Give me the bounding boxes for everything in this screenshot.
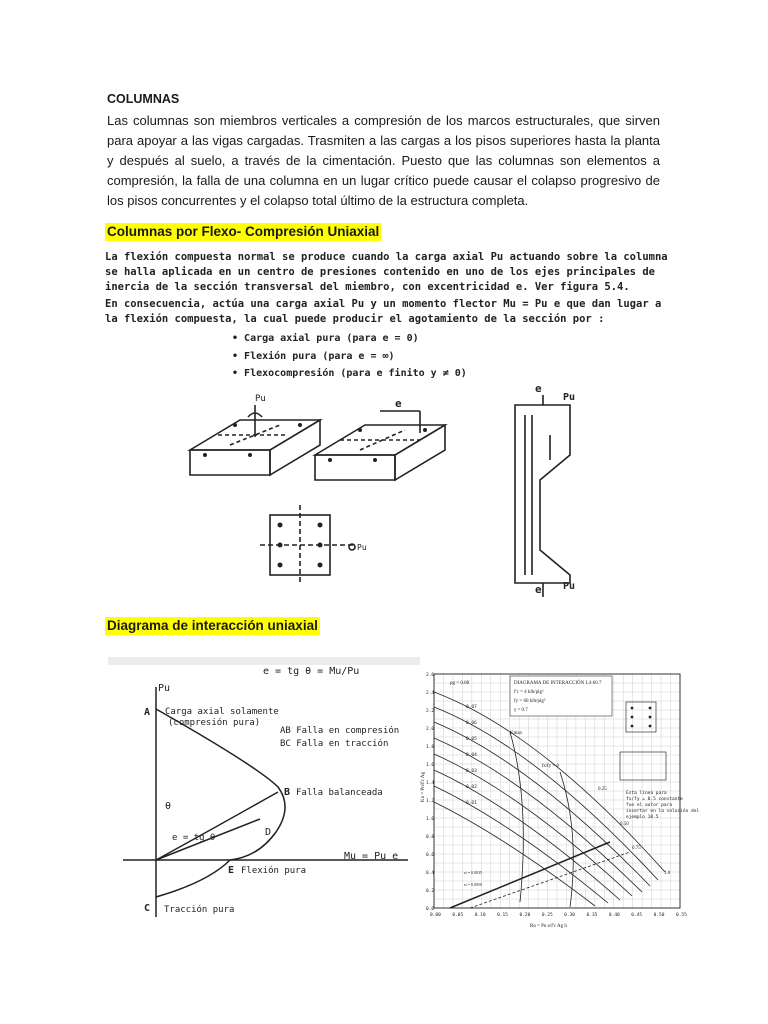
y-tick-label: 2.4 [426,691,435,696]
falla-balanceada-label: Falla balanceada [296,788,383,798]
rho-value-label: 0.02 [466,785,477,790]
kmax-label: Kmax [510,731,523,736]
rho-value-label: 0.03 [466,769,477,774]
x-tick-label: 0.55 [676,913,687,918]
chart-ylabel: Kn = Pn/f'c Ag [421,772,426,802]
e-tg-label: e = tg θ [172,833,216,843]
theta-label: θ [165,801,172,812]
rho-value-label: 0.01 [466,801,477,806]
page-heading: COLUMNAS [107,92,180,106]
x-tick-label: 0.15 [497,913,508,918]
et2-label: εt = 0.0050 [464,882,483,887]
rho-label: ρg = 0.08 [450,681,470,686]
formula-label: e = tg θ = Mu/Pu [263,666,360,677]
y-tick-label: 2.0 [426,727,435,732]
scanned-text-block [105,250,680,327]
note-line: Esta línea para [626,791,667,796]
x-tick-label: 0.45 [631,913,643,918]
rho-value-label: 0.04 [466,753,477,758]
list-item: • Flexión pura (para e = ∞) [232,348,467,366]
interaction-diagram [108,657,420,925]
chart-xlabel: Rn = Pn e/f'c Ag h [530,924,567,929]
x-tick-label: 0.05 [452,913,464,918]
fy-label: fy = 60 klb/plg² [514,699,546,704]
x-tick-label: 0.40 [608,913,620,918]
elev-e-bottom: e [535,583,542,596]
flexo-compression-figure [180,375,580,595]
compresion-pura-label: (compresión pura) [168,718,261,728]
scan-paragraph-2: En consecuencia, actúa una carga axial Pu y un momento flector Mu = Pu e que dan lugar a la flexión compuesta, la cual puede producir el agotamiento de la sección por : [105,298,662,325]
y-tick-label: 2.6 [426,673,435,678]
block-axial-load [190,405,320,475]
y-tick-label: 2.2 [426,709,435,714]
x-tick-label: 0.30 [564,913,576,918]
pu-axis-label: Pu [158,683,171,694]
x-tick-label: 0.00 [430,913,441,918]
v050-label: 0.50 [620,822,629,827]
block-eccentric-load [315,411,445,480]
point-e: E [228,865,235,876]
interaction-chart [420,662,700,930]
x-tick-label: 0.20 [519,913,531,918]
chart-title: DIAGRAMA DE INTERACCIÓN L4-60.7 [514,681,602,686]
y-tick-label: 1.4 [426,781,435,786]
rho-value-label: 0.05 [466,737,477,742]
flexion-pura-label: Flexión pura [241,866,307,876]
chart-legend-box [510,676,612,716]
rho-value-label: 0.07 [466,705,477,710]
fc-label: f'c = 4 klb/plg² [514,690,544,695]
column-elevation [515,395,570,597]
y-tick-label: 1.8 [426,745,435,750]
bc-label: BC Falla en tracción [280,739,389,749]
point-b: B [284,787,291,798]
mu-axis-label: Mu = Pu e [344,851,399,862]
pu-label: Pu [255,394,266,404]
x-tick-label: 0.25 [541,913,553,918]
note-line: insertar en la solución del [626,809,700,814]
section-heading-flexo: Columnas por Flexo- Compresión Uniaxial [107,224,380,239]
carga-axial-label: Carga axial solamente [165,707,279,717]
column-cross-section [260,505,355,585]
y-tick-label: 1.0 [426,817,435,822]
x-tick-label: 0.35 [586,913,598,918]
elev-e-top: e [535,382,542,395]
point-a: A [144,707,151,718]
y-tick-label: 0.4 [426,871,435,876]
note-line: fs/fy = 0.5 constante [626,797,683,802]
y-tick-label: 0.0 [426,907,435,912]
rho-value-label: 0.06 [466,721,477,726]
scan-paragraph-1: La flexión compuesta normal se produce cuando la carga axial Pu actuando sobre la columna se halla aplicada en un centro de presiones contenido en uno de los ejes principales de inercia de la sección transversal del miembro, con excentricidad e. Ver figura 5.4. [105,251,668,293]
point-d: D [265,827,272,838]
et1-label: εt = 0.0035 [464,870,483,875]
y-tick-label: 0.6 [426,853,435,858]
v075-label: 0.75 [632,846,641,851]
intro-paragraph: Las columnas son miembros verticales a compresión de los marcos estructurales, que sirven para apoyar a las vigas cargadas. Trasmiten a las cargas a los pisos superiores hasta la planta y después al suelo, a través de la cimentación. Puesto que las columnas son elementos a compresión, la falla de una columna en un lugar crítico puede causar el colapso progresivo de los pisos concurrentes y el colapso total último de la estructura completa. [107,113,660,208]
e-label: e [395,397,402,410]
y-tick-label: 0.8 [426,835,435,840]
pu-small-label: Pu [357,543,367,552]
y-tick-label: 0.2 [426,889,435,894]
gamma-label: γ = 0.7 [514,708,528,713]
x-tick-label: 0.50 [653,913,665,918]
point-c: C [144,903,151,914]
y-tick-label: 1.6 [426,763,435,768]
ab-label: AB Falla en compresión [280,726,400,736]
elev-pu-top: Pu [563,392,576,403]
section-heading-diagram: Diagrama de interacción uniaxial [107,618,318,633]
x-tick-label: 0.10 [474,913,486,918]
fs0-label: fs/fy = 0 [542,764,559,769]
v025-label: 0.25 [598,787,607,792]
note-line: fue el autor para [626,803,673,808]
traccion-pura-label: Tracción pura [164,905,235,915]
list-item: • Carga axial pura (para e = 0) [232,330,467,348]
elev-pu-bottom: Pu [563,581,576,592]
y-tick-label: 1.2 [426,799,435,804]
v10-label: 1.0 [664,871,671,876]
list-item: • Flexocompresión (para e finito y ≠ 0) [232,365,467,383]
note-line: ejemplo 10.5 [626,815,659,820]
